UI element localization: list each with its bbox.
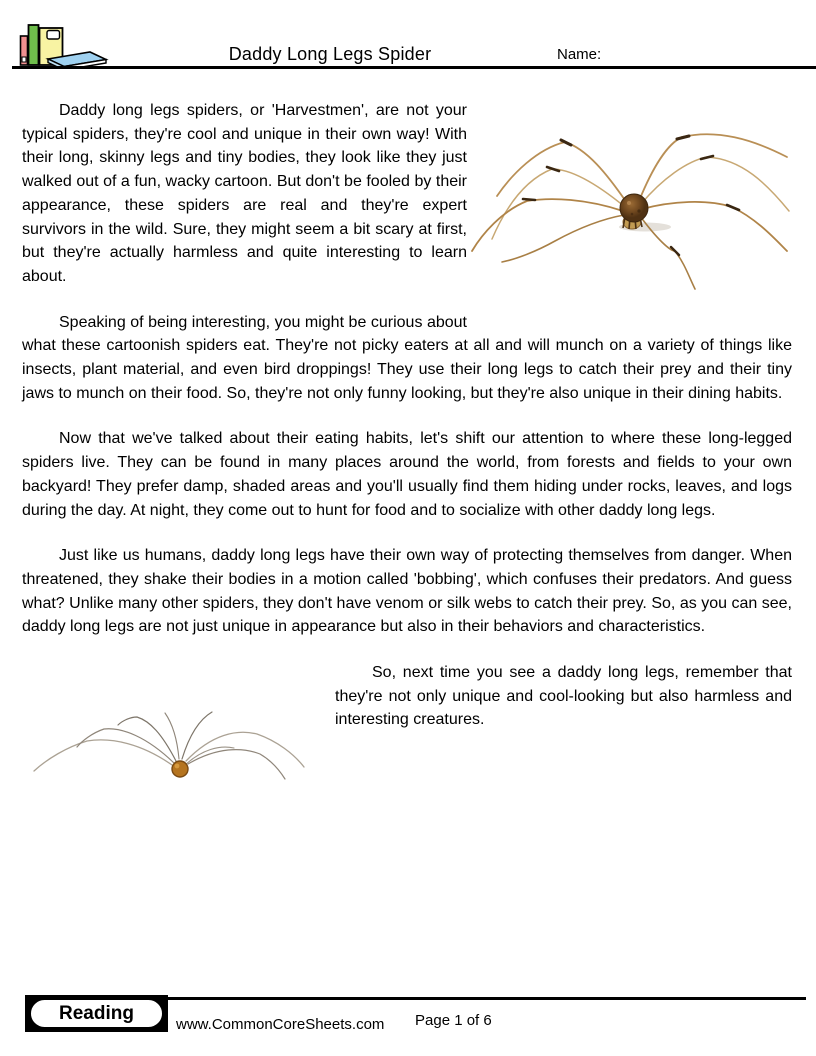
page-number: Page 1 of 6 — [415, 1012, 492, 1029]
footer-rule — [168, 997, 806, 1000]
category-badge — [25, 995, 168, 1032]
worksheet-header — [0, 0, 816, 69]
article-paragraph-2: Speaking of being interesting, you might be curious about what these cartoonish spiders eat. They're not picky eaters at all and will munch on a variety of things like insects, plant material, and even bird droppings! They use their long legs to catch their prey and their tiny jaws to munch on their food. So, they're not only funny looking, but they're also unique in their dining habits. — [22, 313, 792, 402]
header-rule — [12, 66, 816, 69]
daddy-long-legs-photo-large — [467, 99, 792, 331]
article-paragraph-4: Just like us humans, daddy long legs have their own way of protecting themselves from danger. When threatened, they shake their bodies in a motion called 'bobbing', which confuses their predators. And guess what? Unlike many other spiders, they don't have venom or silk webs to catch their prey. So, as you can see, daddy long legs are not just unique in appearance but also in their behaviors and characteristics. — [22, 547, 792, 636]
website-text: www.CommonCoreSheets.com — [176, 1016, 385, 1033]
page-title: Daddy Long Legs Spider — [228, 44, 432, 64]
article-body — [22, 99, 792, 781]
article-paragraph-3: Now that we've talked about their eating habits, let's shift our attention to where these long-legged spiders live. They can be found in many places around the world, from forests and fields to your own backyard! They prefer damp, shaded areas and you'll usually find them hiding under rocks, leaves, and logs during the day. At night, they come out to hunt for food and to socialize with other daddy long legs. — [22, 430, 792, 519]
name-label: Name: — [557, 46, 602, 63]
article-paragraph-1: Daddy long legs spiders, or 'Harvestmen', are not your typical spiders, they're cool and unique in their own way! With their long, skinny legs and tiny bodies, they look like they just walked out of a fun, wacky cartoon. But don't be fooled by their appearance, these spiders are real and they're expert survivors in the wild. Sure, they might seem a bit scary at first, but they're actually harmless and quite interesting to learn about. — [22, 102, 467, 285]
books-icon — [16, 19, 111, 69]
worksheet-footer — [0, 990, 816, 1056]
daddy-long-legs-photo-small — [22, 639, 335, 781]
category-badge-label: Reading — [29, 998, 164, 1029]
article-paragraph-5: So, next time you see a daddy long legs, remember that they're not only unique and cool-looking but also harmless and interesting creatures. — [335, 664, 792, 729]
